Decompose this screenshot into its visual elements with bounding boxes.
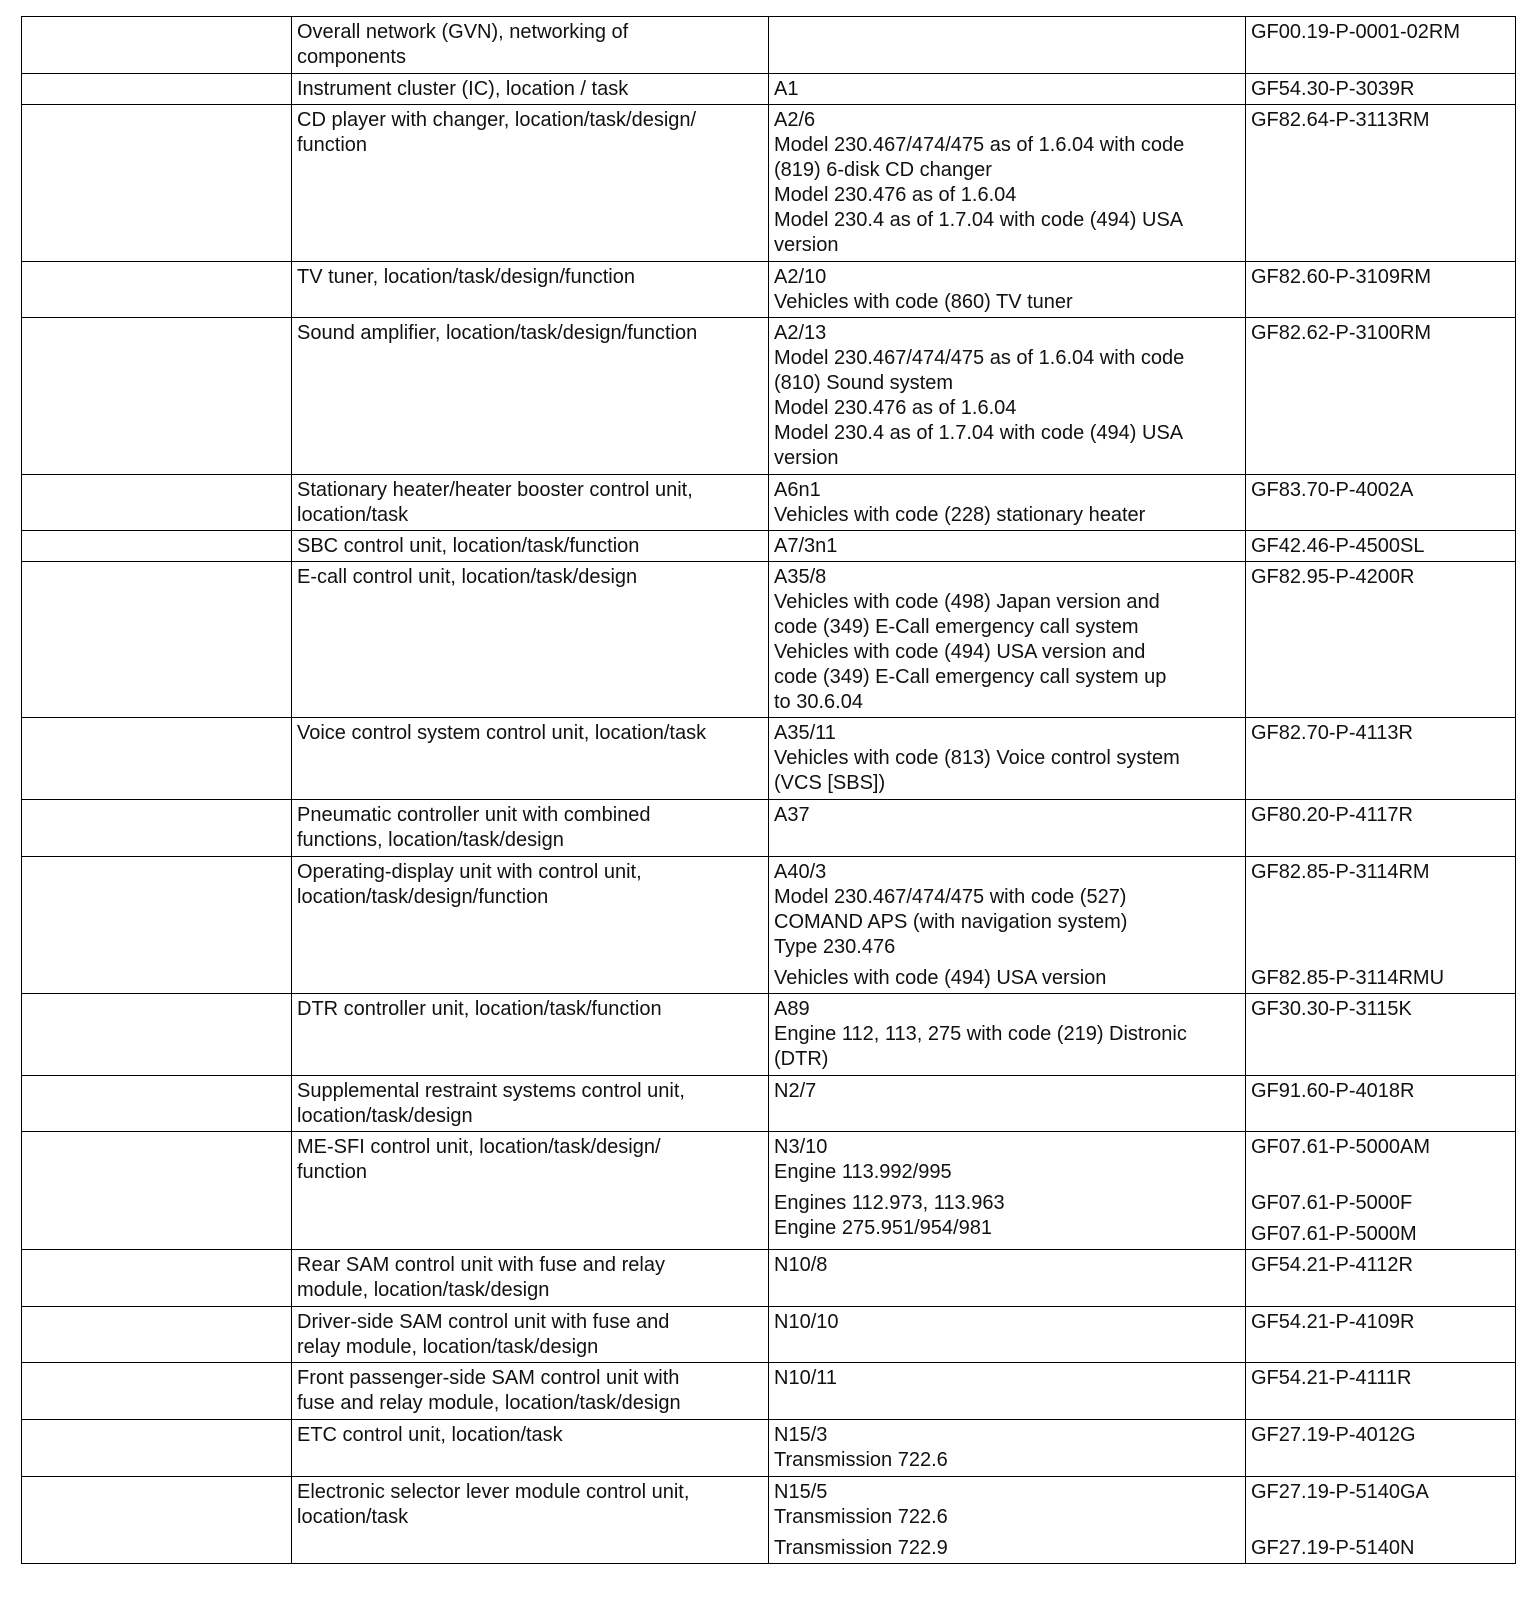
component-line: SBC control unit, location/task/function [297, 535, 640, 557]
document-ref-cell [1246, 718, 1516, 800]
component-cell [292, 105, 769, 262]
document-ref-cell [1246, 1363, 1516, 1420]
designation-line: A6n1 [774, 479, 821, 501]
component-line: function [297, 134, 368, 156]
component-cell [292, 318, 769, 475]
doc-line: GF82.62-P-3100RM [1251, 322, 1432, 344]
component-cell [292, 475, 769, 531]
component-cell [292, 74, 769, 105]
component-cell [292, 1076, 769, 1132]
document-ref-cell [1246, 1132, 1516, 1250]
component-line: Overall network (GVN), networking of [297, 21, 629, 43]
component-line: Electronic selector lever module control unit, [297, 1481, 690, 1503]
blank-cell [22, 17, 292, 74]
document-ref-cell [1246, 318, 1516, 475]
table-row [22, 262, 1516, 318]
blank-cell [22, 74, 292, 105]
designation-line: N10/10 [774, 1311, 839, 1333]
designation-line: Vehicles with code (860) TV tuner [774, 291, 1073, 313]
designation-line: version [774, 447, 839, 469]
designation-line: N10/11 [774, 1367, 838, 1389]
designation-line: N10/8 [774, 1254, 828, 1276]
designation-line: Model 230.467/474/475 with code (527) [774, 886, 1127, 908]
component-cell [292, 857, 769, 994]
component-cell [292, 1420, 769, 1477]
document-ref-cell [1246, 74, 1516, 105]
designation-cell [769, 105, 1246, 262]
blank-cell [22, 994, 292, 1076]
doc-extra-line: GF07.61-P-5000F [1251, 1192, 1413, 1214]
component-cell [292, 1477, 769, 1564]
component-cell [292, 17, 769, 74]
component-table [21, 16, 1516, 1564]
designation-line: Model 230.476 as of 1.6.04 [774, 184, 1017, 206]
designation-line: (819) 6-disk CD changer [774, 159, 992, 181]
table-row [22, 857, 1516, 994]
document-ref-cell [1246, 562, 1516, 718]
blank-cell [22, 318, 292, 475]
component-cell [292, 562, 769, 718]
designation-line: COMAND APS (with navigation system) [774, 911, 1128, 933]
document-ref-cell [1246, 1076, 1516, 1132]
designation-line: A35/11 [774, 722, 836, 744]
component-cell [292, 262, 769, 318]
component-line: DTR controller unit, location/task/function [297, 998, 662, 1020]
doc-line: GF91.60-P-4018R [1251, 1080, 1415, 1102]
component-cell [292, 994, 769, 1076]
document-ref-cell [1246, 1420, 1516, 1477]
table-row [22, 562, 1516, 718]
doc-line: GF54.21-P-4109R [1251, 1311, 1415, 1333]
document-ref-cell [1246, 800, 1516, 857]
designation-line: (VCS [SBS]) [774, 772, 886, 794]
component-line: location/task/design/function [297, 886, 549, 908]
doc-line: GF54.30-P-3039R [1251, 78, 1415, 100]
designation_extra-line: Transmission 722.9 [774, 1537, 948, 1559]
designation-line: (DTR) [774, 1048, 829, 1070]
designation-cell [769, 531, 1246, 562]
component-line: E-call control unit, location/task/design [297, 566, 638, 588]
document-ref-cell [1246, 262, 1516, 318]
designation-line: Vehicles with code (498) Japan version and [774, 591, 1160, 613]
designation-line: Model 230.476 as of 1.6.04 [774, 397, 1017, 419]
document-ref-cell [1246, 994, 1516, 1076]
doc-line: GF80.20-P-4117R [1251, 804, 1413, 826]
designation-line: Engine 113.992/995 [774, 1161, 952, 1183]
blank-cell [22, 1363, 292, 1420]
table-row [22, 1076, 1516, 1132]
designation-line: Vehicles with code (494) USA version and [774, 641, 1146, 663]
table-row [22, 531, 1516, 562]
component-line: Rear SAM control unit with fuse and relay [297, 1254, 665, 1276]
component-line: CD player with changer, location/task/design/ [297, 109, 697, 131]
designation-cell [769, 74, 1246, 105]
component-line: Driver-side SAM control unit with fuse and [297, 1311, 670, 1333]
component-line: Instrument cluster (IC), location / task [297, 78, 629, 100]
blank-cell [22, 562, 292, 718]
blank-cell [22, 800, 292, 857]
doc-extra-line: GF82.85-P-3114RMU [1251, 967, 1445, 989]
component-line: components [297, 46, 406, 68]
designation-line: A1 [774, 78, 799, 100]
doc-line: GF82.64-P-3113RM [1251, 109, 1430, 131]
table-row [22, 318, 1516, 475]
designation-line: Vehicles with code (228) stationary heater [774, 504, 1146, 526]
designation_extra-line: Engines 112.973, 113.963 [774, 1192, 1005, 1214]
blank-cell [22, 105, 292, 262]
designation-cell [769, 262, 1246, 318]
designation-cell [769, 1307, 1246, 1363]
designation-cell [769, 718, 1246, 800]
component-cell [292, 718, 769, 800]
designation-line: N15/3 [774, 1424, 828, 1446]
table-row [22, 1420, 1516, 1477]
designation-line: A37 [774, 804, 810, 826]
designation-line: Transmission 722.6 [774, 1449, 948, 1471]
designation-line: code (349) E-Call emergency call system [774, 616, 1139, 638]
component-line: TV tuner, location/task/design/function [297, 266, 635, 288]
component-cell [292, 531, 769, 562]
designation-line: Model 230.467/474/475 as of 1.6.04 with code [774, 347, 1185, 369]
blank-cell [22, 857, 292, 994]
component-line: Pneumatic controller unit with combined [297, 804, 651, 826]
doc-extra-line: GF27.19-P-5140N [1251, 1537, 1415, 1559]
component-cell [292, 1363, 769, 1420]
doc-line: GF54.21-P-4112R [1251, 1254, 1413, 1276]
designation-line: Transmission 722.6 [774, 1506, 948, 1528]
doc-line: GF42.46-P-4500SL [1251, 535, 1425, 557]
doc-line: GF82.85-P-3114RM [1251, 861, 1430, 883]
designation_extra-line: Vehicles with code (494) USA version [774, 967, 1107, 989]
designation-line: code (349) E-Call emergency call system up [774, 666, 1167, 688]
blank-cell [22, 262, 292, 318]
doc-line: GF07.61-P-5000AM [1251, 1136, 1430, 1158]
document-page [21, 16, 1516, 1564]
doc-line: GF83.70-P-4002A [1251, 479, 1414, 501]
blank-cell [22, 1250, 292, 1307]
designation-cell [769, 1420, 1246, 1477]
designation-cell [769, 1363, 1246, 1420]
doc-line: GF82.95-P-4200R [1251, 566, 1415, 588]
table-row [22, 17, 1516, 74]
designation-line: Model 230.467/474/475 as of 1.6.04 with code [774, 134, 1185, 156]
table-row [22, 718, 1516, 800]
component-line: Operating-display unit with control unit, [297, 861, 642, 883]
designation-cell [769, 994, 1246, 1076]
designation-line: Engine 112, 113, 275 with code (219) Distronic [774, 1023, 1187, 1045]
component-line: Sound amplifier, location/task/design/function [297, 322, 698, 344]
component-line: ETC control unit, location/task [297, 1424, 563, 1446]
designation-line: A2/6 [774, 109, 816, 131]
document-ref-cell [1246, 531, 1516, 562]
designation-line: Model 230.4 as of 1.7.04 with code (494) USA [774, 422, 1184, 444]
component-cell [292, 1250, 769, 1307]
component-cell [292, 800, 769, 857]
component-line: functions, location/task/design [297, 829, 564, 851]
doc-line: GF27.19-P-5140GA [1251, 1481, 1429, 1503]
designation-line: version [774, 234, 839, 256]
designation-cell [769, 1076, 1246, 1132]
component-line: location/task/design [297, 1105, 473, 1127]
designation-line: N3/10 [774, 1136, 828, 1158]
table-row [22, 994, 1516, 1076]
doc-line: GF00.19-P-0001-02RM [1251, 21, 1460, 43]
designation-line: Model 230.4 as of 1.7.04 with code (494) USA [774, 209, 1184, 231]
document-ref-cell [1246, 857, 1516, 994]
designation-line: Vehicles with code (813) Voice control system [774, 747, 1180, 769]
table-row [22, 1307, 1516, 1363]
table-row [22, 1132, 1516, 1250]
blank-cell [22, 1307, 292, 1363]
designation-cell [769, 17, 1246, 74]
component-line: relay module, location/task/design [297, 1336, 599, 1358]
table-row [22, 1250, 1516, 1307]
component-line: Voice control system control unit, location/task [297, 722, 707, 744]
table-row [22, 105, 1516, 262]
blank-cell [22, 1132, 292, 1250]
designation-cell [769, 1132, 1246, 1250]
blank-cell [22, 1420, 292, 1477]
document-ref-cell [1246, 17, 1516, 74]
blank-cell [22, 475, 292, 531]
designation-cell [769, 857, 1246, 994]
blank-cell [22, 718, 292, 800]
component-line: Stationary heater/heater booster control unit, [297, 479, 693, 501]
doc-line: GF82.60-P-3109RM [1251, 266, 1432, 288]
component-line: function [297, 1161, 368, 1183]
document-ref-cell [1246, 475, 1516, 531]
document-ref-cell [1246, 1477, 1516, 1564]
table-row [22, 800, 1516, 857]
designation-line: A40/3 [774, 861, 827, 883]
designation_extra-line: Engine 275.951/954/981 [774, 1217, 992, 1239]
designation-cell [769, 318, 1246, 475]
table-row [22, 1477, 1516, 1564]
component-line: module, location/task/design [297, 1279, 550, 1301]
doc-line: GF27.19-P-4012G [1251, 1424, 1416, 1446]
document-ref-cell [1246, 1307, 1516, 1363]
document-ref-cell [1246, 105, 1516, 262]
designation-cell [769, 1477, 1246, 1564]
designation-line: N15/5 [774, 1481, 828, 1503]
component-line: fuse and relay module, location/task/design [297, 1392, 681, 1414]
doc-line: GF82.70-P-4113R [1251, 722, 1413, 744]
designation-line: to 30.6.04 [774, 691, 863, 713]
table-row [22, 475, 1516, 531]
blank-cell [22, 1477, 292, 1564]
table-row [22, 1363, 1516, 1420]
designation-cell [769, 562, 1246, 718]
component-line: ME-SFI control unit, location/task/design/ [297, 1136, 661, 1158]
component-cell [292, 1307, 769, 1363]
designation-cell [769, 800, 1246, 857]
component-cell [292, 1132, 769, 1250]
blank-cell [22, 531, 292, 562]
component-line: location/task [297, 504, 409, 526]
blank-cell [22, 1076, 292, 1132]
designation-line: Type 230.476 [774, 936, 896, 958]
designation-cell [769, 475, 1246, 531]
designation-line: A2/13 [774, 322, 827, 344]
component-line: location/task [297, 1506, 409, 1528]
designation-line: A89 [774, 998, 810, 1020]
component-line: Front passenger-side SAM control unit with [297, 1367, 680, 1389]
doc-line: GF54.21-P-4111R [1251, 1367, 1412, 1389]
designation-line: A7/3n1 [774, 535, 838, 557]
designation-line: (810) Sound system [774, 372, 953, 394]
designation-line: A35/8 [774, 566, 827, 588]
document-ref-cell [1246, 1250, 1516, 1307]
doc-line: GF30.30-P-3115K [1251, 998, 1412, 1020]
designation-line: N2/7 [774, 1080, 817, 1102]
doc-extra-line: GF07.61-P-5000M [1251, 1223, 1417, 1245]
table-row [22, 74, 1516, 105]
designation-cell [769, 1250, 1246, 1307]
component-line: Supplemental restraint systems control unit, [297, 1080, 685, 1102]
designation-line: A2/10 [774, 266, 827, 288]
